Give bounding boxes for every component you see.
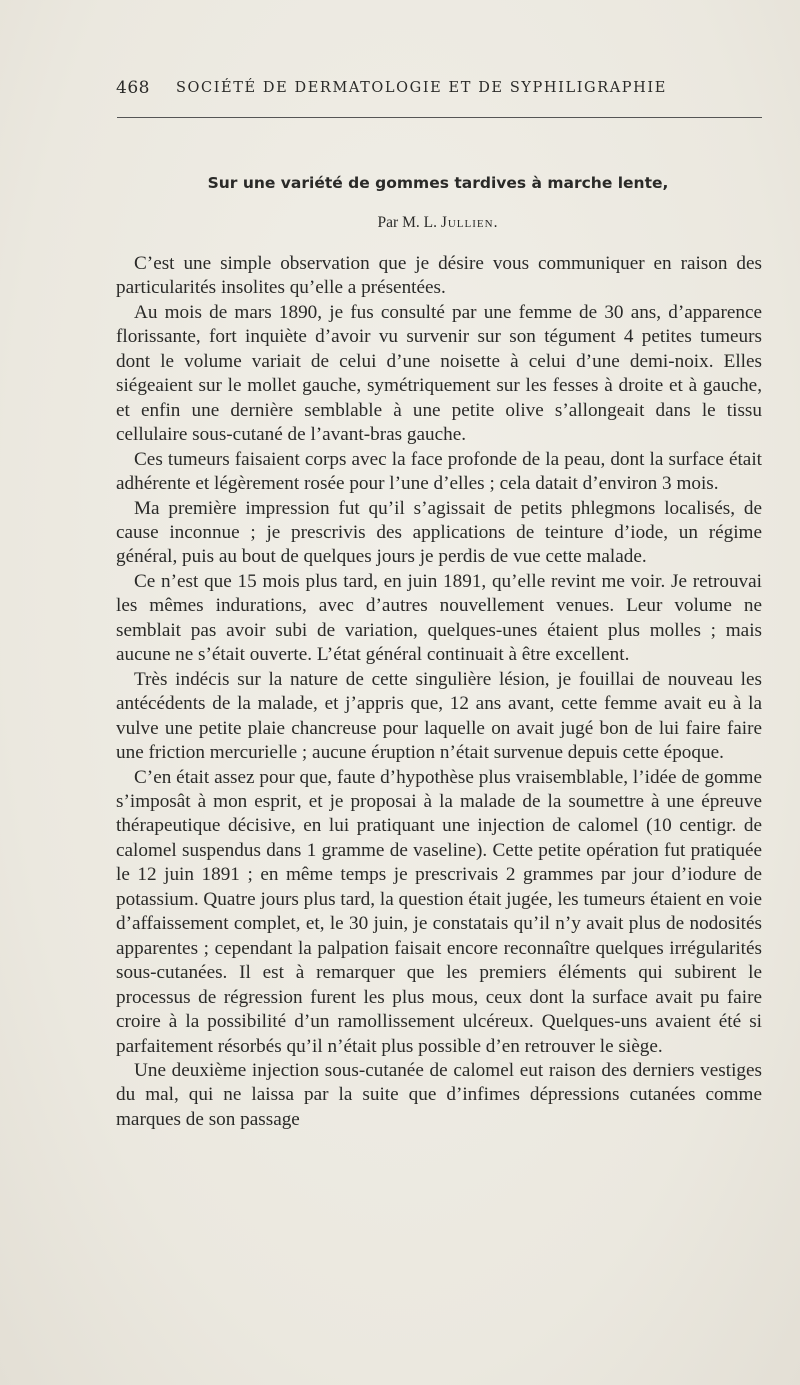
author-name: Jullien. [440,214,499,231]
paragraph: Ce n’est que 15 mois plus tard, en juin 1891, qu’elle revint me voir. Je retrouvai les mêmes indurations, avec d’autres nouvellement venues. Leur volume ne semblait pas avoir subi de variation, quelques-unes étaient plus molles ; mais aucune ne s’était ouverte. L’état général continuait à être excellent. [116,570,762,666]
journal-title: SOCIÉTÉ DE DERMATOLOGIE ET DE SYPHILIGRAPHIE [176,80,667,96]
paragraph: Ma première impression fut qu’il s’agissait de petits phlegmons localisés, de cause inconnue ; je prescrivis des applications de teinture d’iode, un régime général, puis au bout de quelques jours je perdis de vue cette malade. [116,497,762,568]
byline-prefix: Par M. L. [377,214,437,231]
paragraph: Une deuxième injection sous-cutanée de calomel eut raison des derniers vestiges du mal, qui ne laissa par la suite que d’infimes dépressions cutanées comme marques de son passage [116,1059,762,1130]
paragraph: C’est une simple observation que je désire vous communiquer en raison des particularités insolites qu’elle a présentées. [116,253,762,299]
paragraph: Très indécis sur la nature de cette singulière lésion, je fouillai de nouveau les antécédents de la malade, et j’appris que, 12 ans avant, cette femme avait eu à la vulve une petite plaie chancreuse pour laquelle on avait jugé bon de lui faire faire une friction mercurielle ; aucune éruption n’était survenue depuis cette époque. [116,668,762,764]
header-rule [117,117,762,118]
article-body [116,252,762,1132]
paragraph: Au mois de mars 1890, je fus consulté par une femme de 30 ans, d’apparence florissante, fort inquiète d’avoir vu survenir sur son tégument 4 petites tumeurs dont le volume variait de celui d’une noisette à celui d’une demi-noix. Elles siégeaient sur le mollet gauche, symétriquement sur les fesses à droite et à gauche, et enfin une dernière semblable à une petite olive s’allongeait dans le tissu cellulaire sous-cutané de l’avant-bras gauche. [116,301,762,446]
paragraph: C’en était assez pour que, faute d’hypothèse plus vraisemblable, l’idée de gomme s’imposât à mon esprit, et je proposai à la malade de la soumettre à une épreuve thérapeutique décisive, en lui pratiquant une injection de calomel (10 centigr. de calomel suspendus dans 1 gramme de vaseline). Cette petite opération fut pratiquée le 12 juin 1891 ; en même temps je prescrivais 2 grammes par jour d’iodure de potassium. Quatre jours plus tard, la question était jugée, les tumeurs étaient en voie d’affaissement complet, et, le 30 juin, je constatais qu’il n’y avait plus de nodosités apparentes ; cependant la palpation faisait encore reconnaître quelques irrégularités sous-cutanées. Il est à remarquer que les premiers éléments qui subirent le processus de régression furent les plus mous, ceux dont la surface avait pu faire croire à la possibilité d’un ramollissement ulcéreux. Quelques-uns avaient été si parfaitement résorbés qu’il n’était plus possible d’en retrouver le siège. [116,766,762,1057]
page-number: 468 [116,78,150,98]
article-title: Sur une variété de gommes tardives à marche lente, [207,174,669,192]
paragraph: Ces tumeurs faisaient corps avec la face profonde de la peau, dont la surface était adhérente et légèrement rosée pour l’une d’elles ; cela datait d’environ 3 mois. [116,448,762,495]
running-head [116,78,700,102]
byline [0,214,800,232]
